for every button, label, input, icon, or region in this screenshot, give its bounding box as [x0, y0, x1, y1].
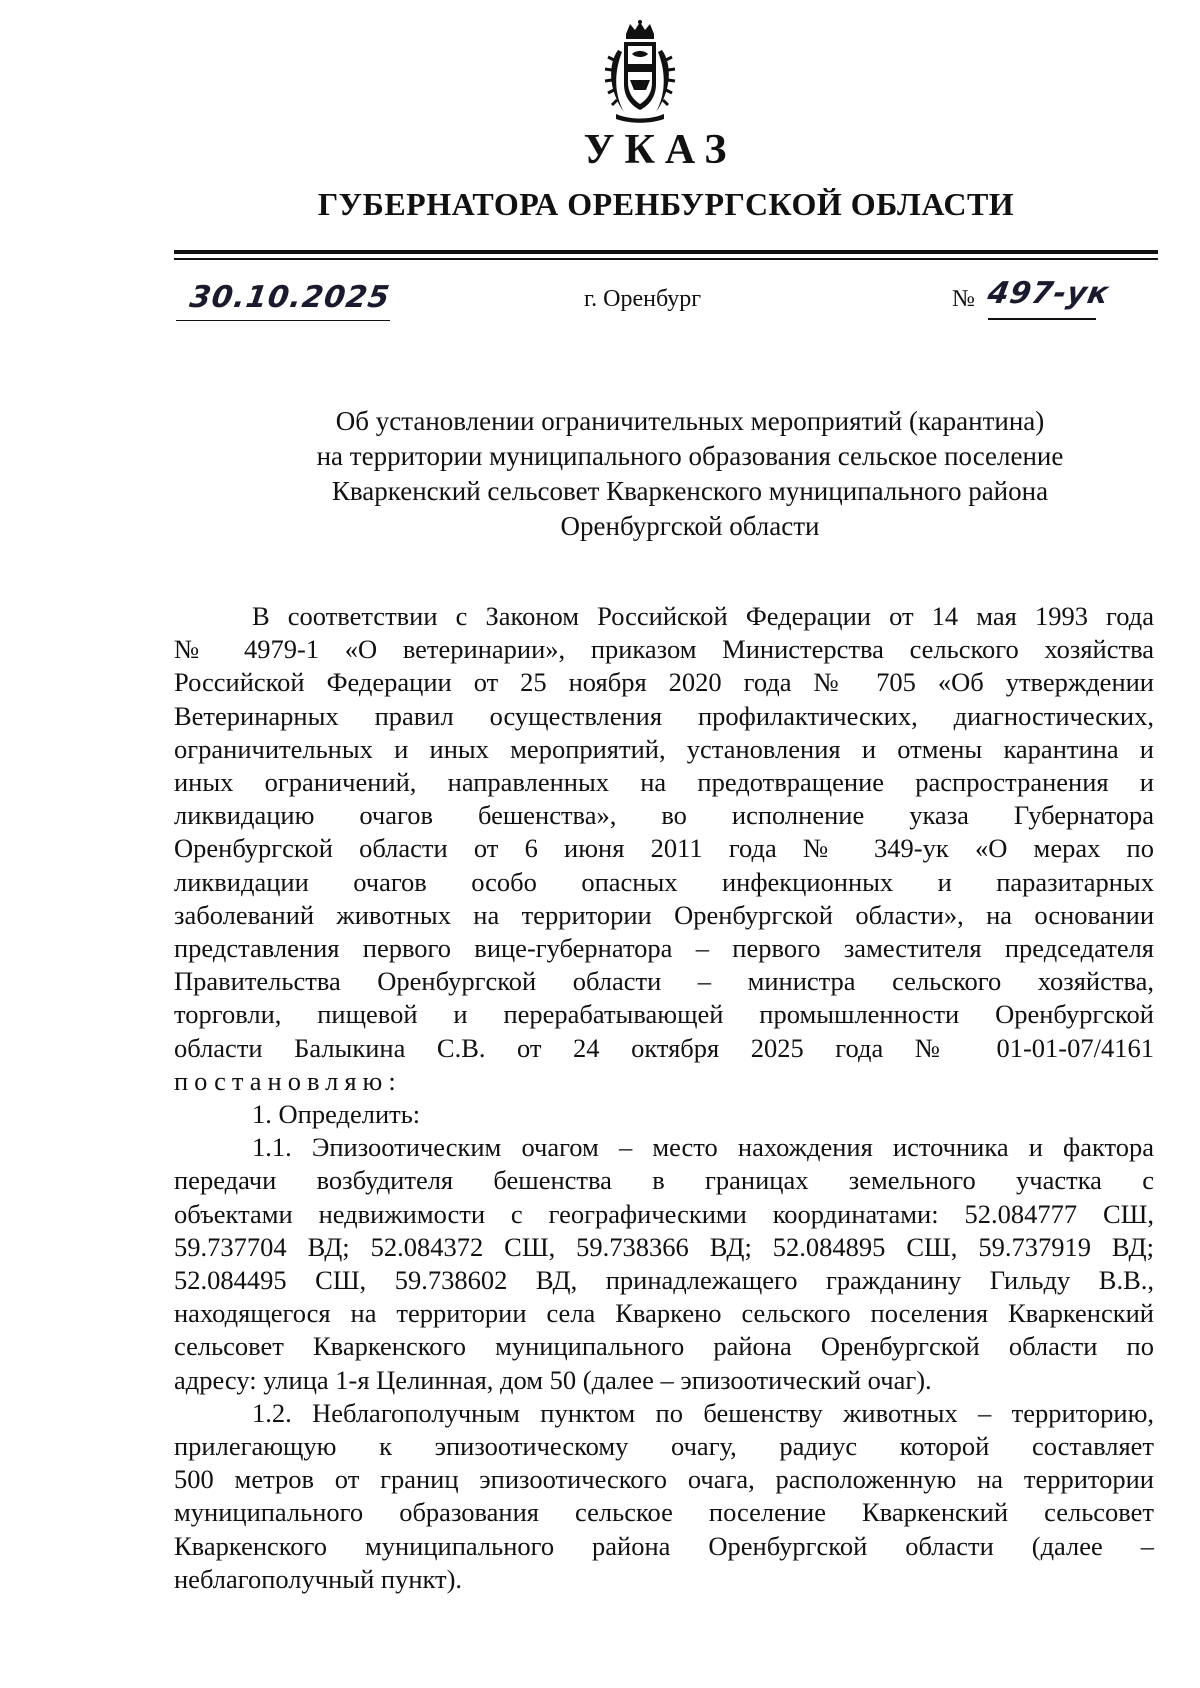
item-1-2-line: муниципального образования сельское поселение Кваркенский сельсовет: [174, 1497, 1154, 1528]
item-1-1-line: передачи возбудителя бешенства в границах земельного участка с: [174, 1165, 1154, 1196]
item-1-2-line: Кваркенского муниципального района Оренбургской области (далее –: [174, 1530, 1154, 1561]
subject-line: на территории муниципального образования сельское поселение: [316, 441, 1064, 471]
body-line: торговли, пищевой и перерабатывающей промышленности Оренбургской: [174, 999, 1154, 1030]
body-line: Оренбургской области от 6 июня 2011 года № 349-ук «О мерах по: [174, 833, 1154, 864]
handwritten-number: 497-ук: [984, 276, 1113, 311]
body-line: иных ограничений, направленных на предотвращение распространения и: [174, 767, 1154, 798]
item-1-2-line: неблагополучный пункт).: [174, 1563, 463, 1594]
decree-body: [174, 600, 1154, 1596]
item-1-2-line: 1.2. Неблагополучным пунктом по бешенству животных – территорию,: [252, 1397, 1154, 1428]
decree-word: постановляю:: [174, 1065, 402, 1096]
item-1-heading: 1. Определить:: [252, 1099, 421, 1130]
city-label: г. Оренбург: [584, 286, 702, 312]
header-divider-thin: [174, 258, 1158, 260]
item-1-1-line: 1.1. Эпизоотическим очагом – место нахождения источника и фактора: [252, 1132, 1154, 1163]
subject-line: Кваркенский сельсовет Кваркенского муниципального района: [331, 476, 1049, 506]
document-title: УКАЗ: [583, 127, 737, 173]
body-line: заболеваний животных на территории Оренбургской области», на основании: [174, 899, 1154, 930]
document-subtitle: ГУБЕРНАТОРА ОРЕНБУРГСКОЙ ОБЛАСТИ: [317, 186, 1015, 222]
number-label: №: [952, 286, 975, 312]
body-line: Российской Федерации от 25 ноября 2020 года № 705 «Об утверждении: [174, 667, 1154, 698]
item-1-1-line: объектами недвижимости с географическими координатами: 52.084777 СШ,: [174, 1198, 1154, 1229]
decree-subject: [200, 404, 1180, 544]
body-line: представления первого вице-губернатора – первого заместителя председателя: [174, 933, 1154, 964]
coat-of-arms-icon: [600, 20, 680, 124]
item-1-1-line: 59.737704 ВД; 52.084372 СШ, 59.738366 ВД; 52.084895 СШ, 59.737919 ВД;: [174, 1231, 1154, 1262]
item-1-2-line: прилегающую к эпизоотическому очагу, радиус которой составляет: [174, 1431, 1154, 1462]
body-line: Ветеринарных правил осуществления профилактических, диагностических,: [174, 700, 1154, 731]
body-line: ограничительных и иных мероприятий, установления и отмены карантина и: [174, 733, 1154, 764]
item-1-1-line: сельсовет Кваркенского муниципального района Оренбургской области по: [174, 1331, 1154, 1362]
body-line: Правительства Оренбургской области – министра сельского хозяйства,: [174, 966, 1154, 997]
body-line: В соответствии с Законом Российской Федерации от 14 мая 1993 года: [252, 601, 1154, 631]
subject-line: Оренбургской области: [560, 511, 820, 541]
number-underline: [988, 318, 1096, 320]
body-line: № 4979-1 «О ветеринарии», приказом Министерства сельского хозяйства: [174, 634, 1154, 665]
body-line: ликвидацию очагов бешенства», во исполнение указа Губернатора: [174, 800, 1154, 831]
date-field: [176, 280, 393, 321]
item-1-1-line: адресу: улица 1-я Целинная, дом 50 (далее – эпизоотический очаг).: [174, 1364, 932, 1395]
item-1-1-line: находящегося на территории села Кваркено сельского поселения Кваркенский: [174, 1298, 1154, 1329]
header-divider-thick: [174, 250, 1158, 254]
subject-line: Об установлении ограничительных мероприятий (карантина): [335, 406, 1045, 436]
handwritten-date: 30.10.2025: [187, 280, 393, 315]
item-1-2-line: 500 метров от границ эпизоотического очага, расположенную на территории: [174, 1464, 1154, 1495]
body-line: ликвидации очагов особо опасных инфекционных и паразитарных: [174, 866, 1154, 897]
body-line: области Балыкина С.В. от 24 октября 2025 года № 01-01-07/4161: [174, 1032, 1154, 1063]
item-1-1-line: 52.084495 СШ, 59.738602 ВД, принадлежащего гражданину Гильду В.В.,: [174, 1265, 1154, 1296]
